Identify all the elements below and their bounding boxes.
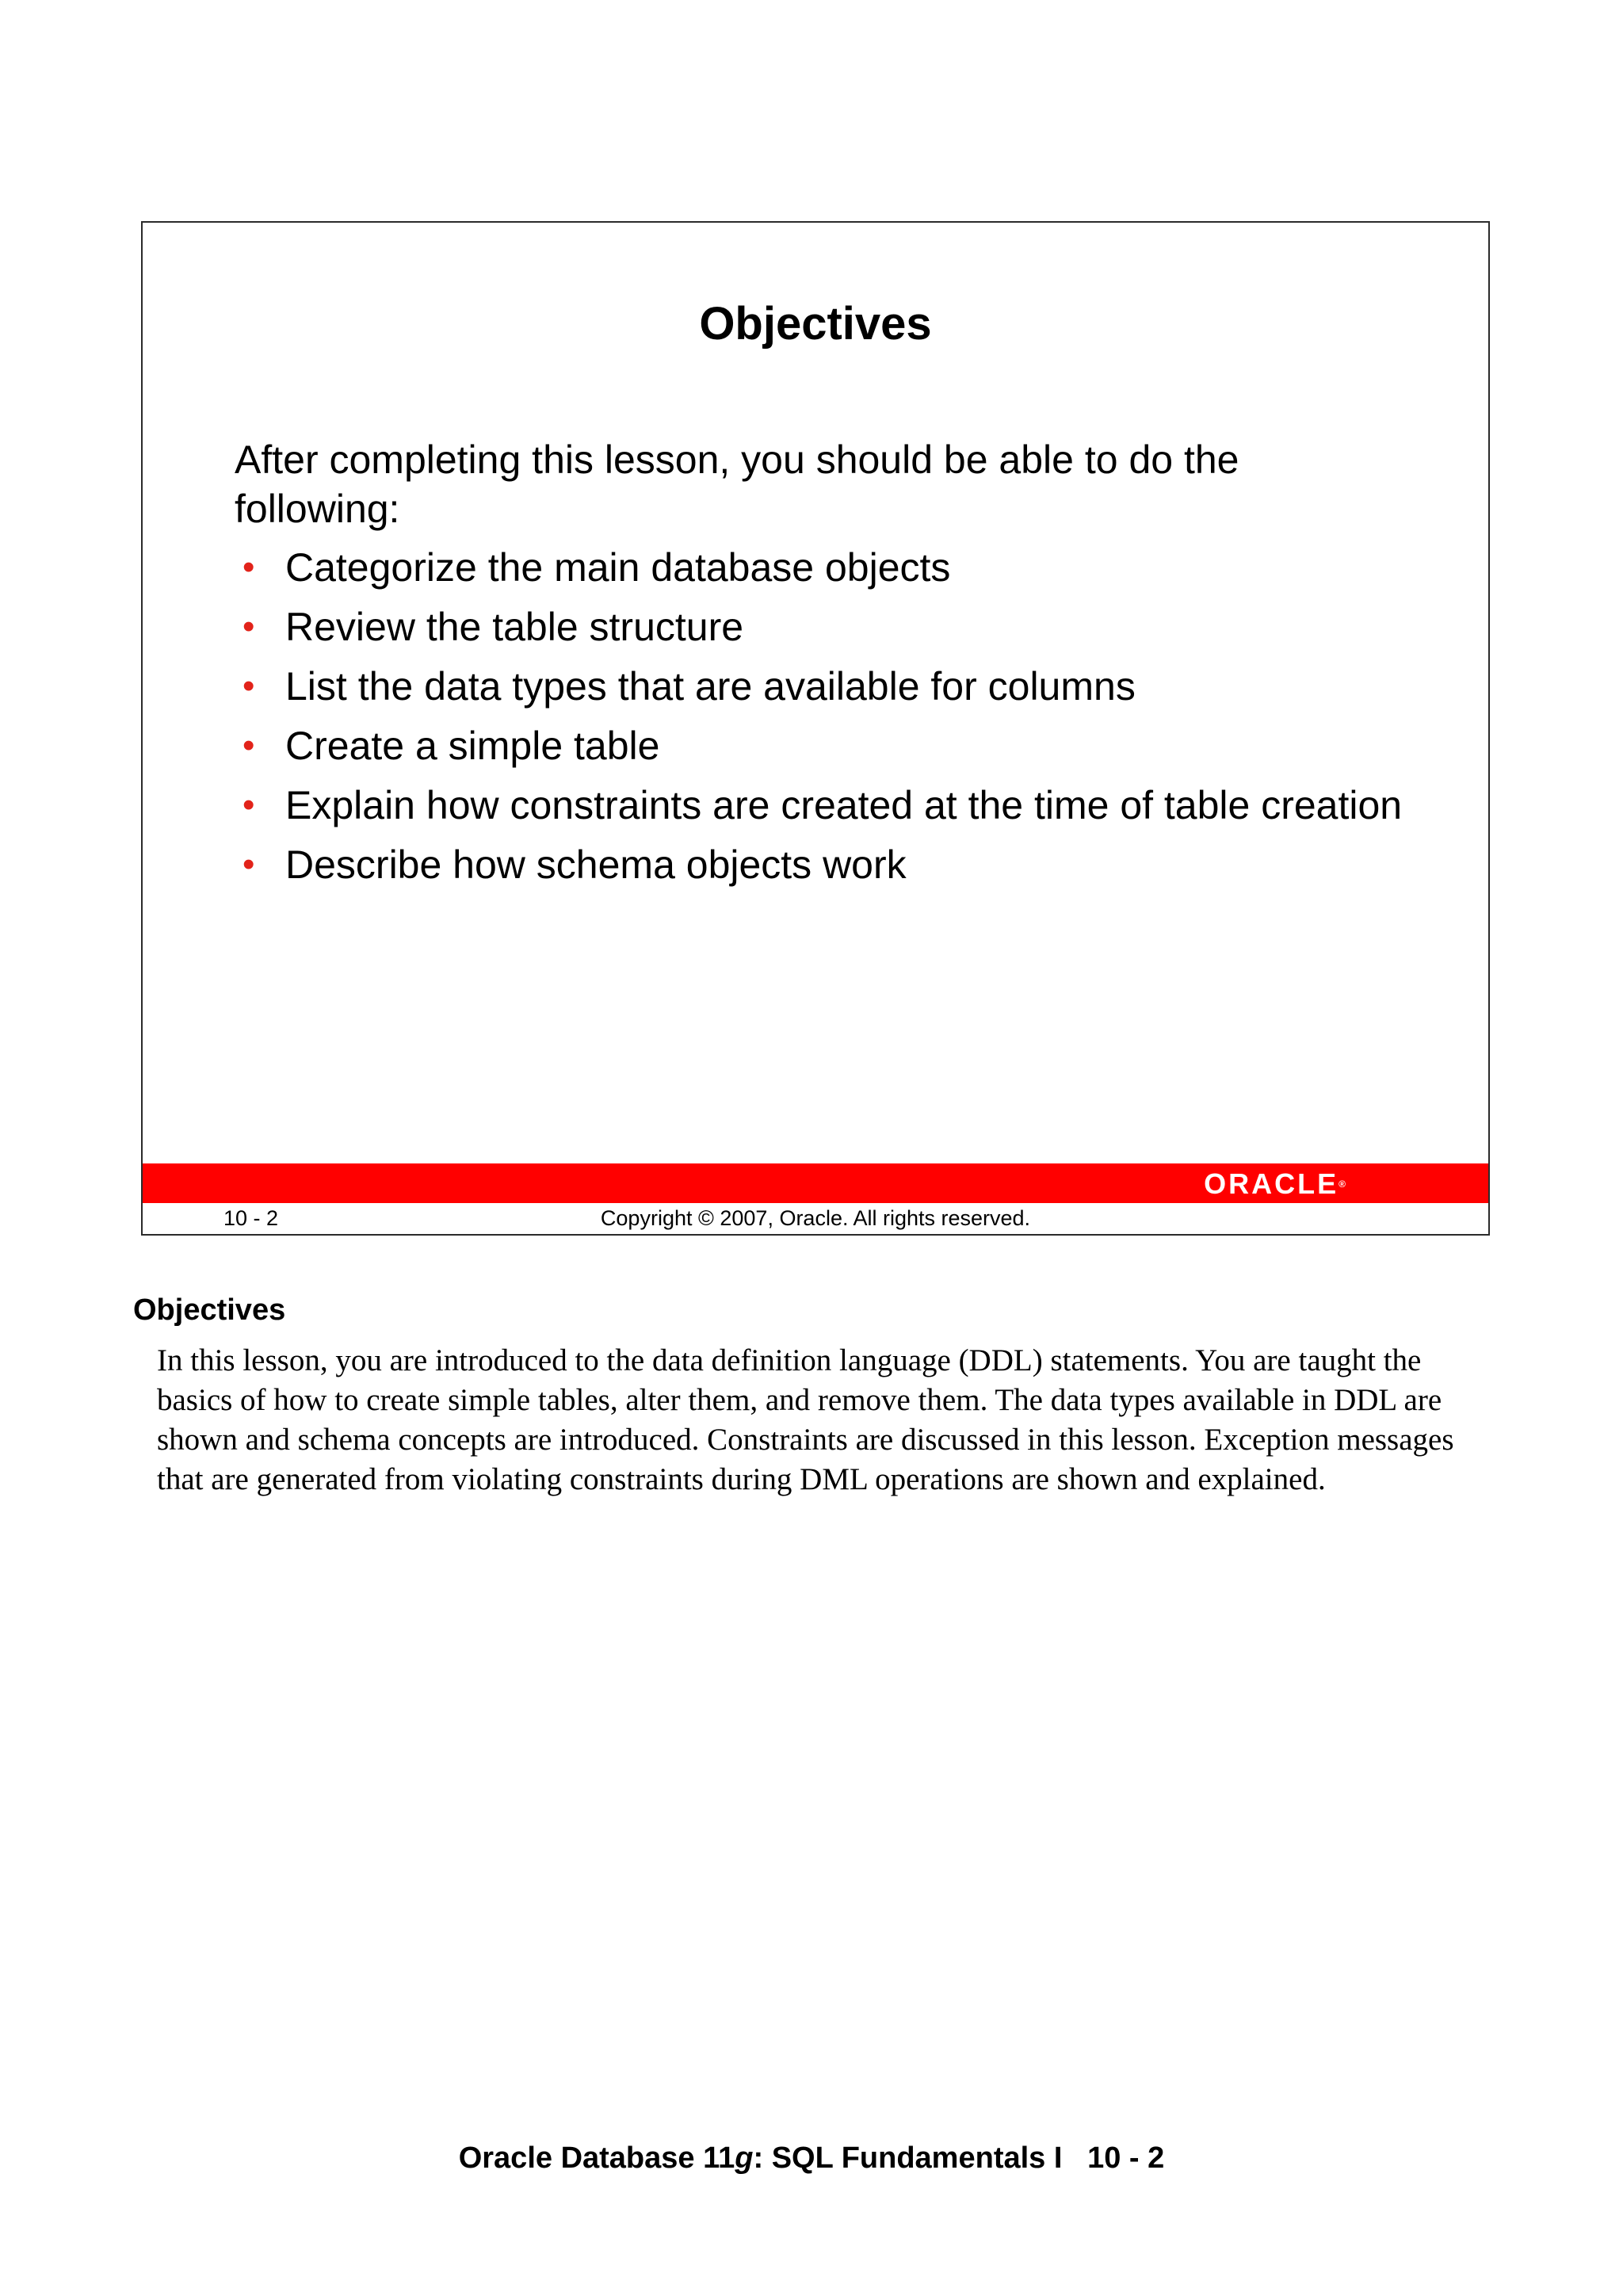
list-item-text: Review the table structure <box>285 605 744 649</box>
objectives-list <box>235 543 1407 889</box>
list-item <box>242 662 1407 711</box>
book-title-suffix: : SQL Fundamentals I <box>753 2141 1063 2175</box>
list-item-text: Categorize the main database objects <box>285 545 951 590</box>
list-item-text: Describe how schema objects work <box>285 842 907 887</box>
slide-number: 10 - 2 <box>223 1206 279 1230</box>
list-item-text: List the data types that are available for columns <box>285 664 1136 709</box>
bullet-icon: • <box>242 845 255 884</box>
list-item <box>242 781 1407 830</box>
page-footer <box>0 2140 1623 2176</box>
list-item <box>242 543 1407 592</box>
slide-title: Objectives <box>699 298 932 350</box>
slide-footer <box>143 1203 1488 1234</box>
oracle-logo <box>1204 1167 1346 1200</box>
oracle-logo-text: ORACLE <box>1204 1167 1339 1200</box>
copyright-text: Copyright © 2007, Oracle. All rights reserved. <box>600 1206 1031 1230</box>
book-title-g: g <box>735 2141 754 2175</box>
book-title-prefix: Oracle Database 11 <box>458 2141 735 2175</box>
list-item-text: Create a simple table <box>285 724 660 768</box>
slide-body <box>235 435 1407 900</box>
list-item-text: Explain how constraints are created at the time of table creation <box>285 783 1403 827</box>
bullet-icon: • <box>242 726 255 765</box>
slide-intro: After completing this lesson, you should be able to do the following: <box>235 437 1239 531</box>
bullet-icon: • <box>242 548 255 586</box>
list-item <box>242 721 1407 770</box>
registered-mark-icon: ® <box>1338 1179 1346 1190</box>
notes-text: In this lesson, you are introduced to the data definition language (DDL) statements. You are taught the basics of how to create simple tables, alter them, and remove them. The data types available in DDL are shown and schema concepts are introduced. Constraints are discussed in this lesson. Exception messages that are generated from violating constraints during DML operations are shown and explained. <box>157 1343 1454 1496</box>
list-item <box>242 602 1407 651</box>
brand-bar <box>143 1163 1488 1203</box>
bullet-icon: • <box>242 785 255 824</box>
bullet-icon: • <box>242 607 255 646</box>
slide-frame <box>141 221 1490 1236</box>
bullet-icon: • <box>242 667 255 705</box>
notes-heading: Objectives <box>133 1293 286 1327</box>
list-item <box>242 840 1407 889</box>
page-number: 10 - 2 <box>1087 2141 1165 2175</box>
